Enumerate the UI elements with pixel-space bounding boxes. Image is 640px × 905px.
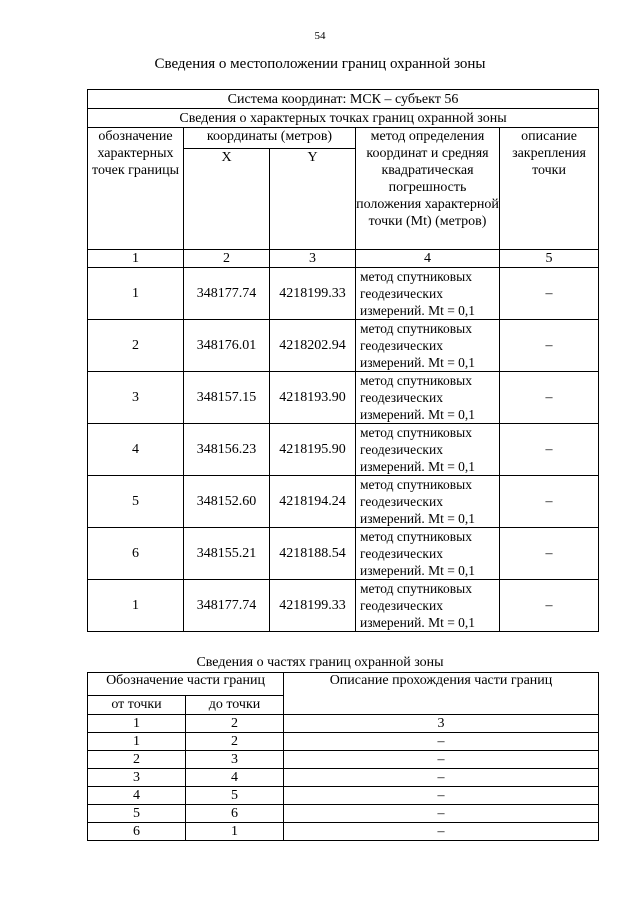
from-point-cell: 2 — [88, 751, 186, 769]
fixing-cell: – — [500, 580, 599, 632]
boundary-location-title: Сведения о местоположении границ охранной зоны — [154, 56, 486, 72]
table-row — [88, 580, 599, 632]
fixing-cell: – — [500, 424, 599, 476]
y-coordinate-cell: 4218199.33 — [270, 580, 356, 632]
to-point-cell: 5 — [186, 787, 284, 805]
point-cell: 1 — [88, 580, 184, 632]
method-cell: метод спутниковых геодезических измерений. Mt = 0,1 — [356, 580, 500, 632]
point-cell: 5 — [88, 476, 184, 528]
point-cell: 2 — [88, 320, 184, 372]
fixing-cell: – — [500, 320, 599, 372]
y-coordinate-cell: 4218194.24 — [270, 476, 356, 528]
column-number: 4 — [356, 250, 500, 268]
method-cell: метод спутниковых геодезических измерений. Mt = 0,1 — [356, 424, 500, 476]
column-numbers-row — [88, 715, 599, 733]
characteristic-points-table — [87, 89, 599, 632]
point-cell: 6 — [88, 528, 184, 580]
header-method: метод определения координат и средняя квадратическая погрешность положения характерной точки (Mt) (метров) — [356, 128, 500, 250]
description-cell: – — [284, 733, 599, 751]
coordinate-system-cell: Система координат: МСК – субъект 56 — [88, 90, 599, 109]
y-coordinate-cell: 4218188.54 — [270, 528, 356, 580]
table-row — [88, 823, 599, 841]
x-coordinate-cell: 348177.74 — [184, 580, 270, 632]
header-part-designation: Обозначение части границ — [88, 673, 284, 696]
to-point-cell: 3 — [186, 751, 284, 769]
fixing-cell: – — [500, 476, 599, 528]
points-info-cell: Сведения о характерных точках границ охранной зоны — [88, 109, 599, 128]
from-point-cell: 1 — [88, 733, 186, 751]
to-point-cell: 6 — [186, 805, 284, 823]
to-point-cell: 1 — [186, 823, 284, 841]
boundary-parts-title: Сведения о частях границ охранной зоны — [196, 655, 444, 670]
y-coordinate-cell: 4218202.94 — [270, 320, 356, 372]
header-coordinates: координаты (метров) — [184, 128, 356, 149]
column-numbers-row — [88, 250, 599, 268]
x-coordinate-cell: 348152.60 — [184, 476, 270, 528]
column-number: 3 — [284, 715, 599, 733]
to-point-cell: 4 — [186, 769, 284, 787]
fixing-cell: – — [500, 268, 599, 320]
description-cell: – — [284, 769, 599, 787]
table-row — [88, 424, 599, 476]
header-description: Описание прохождения части границ — [284, 673, 599, 715]
fixing-cell: – — [500, 372, 599, 424]
table-row — [88, 476, 599, 528]
column-number: 1 — [88, 250, 184, 268]
x-coordinate-cell: 348157.15 — [184, 372, 270, 424]
description-cell: – — [284, 787, 599, 805]
description-cell: – — [284, 805, 599, 823]
column-number: 3 — [270, 250, 356, 268]
boundary-parts-table — [87, 672, 599, 841]
method-cell: метод спутниковых геодезических измерений. Mt = 0,1 — [356, 372, 500, 424]
point-cell: 1 — [88, 268, 184, 320]
table-row — [88, 787, 599, 805]
points-info-row — [88, 109, 599, 128]
coordinate-system-row — [88, 90, 599, 109]
page-number: 54 — [314, 30, 326, 42]
method-cell: метод спутниковых геодезических измерений. Mt = 0,1 — [356, 476, 500, 528]
table-row — [88, 528, 599, 580]
from-point-cell: 4 — [88, 787, 186, 805]
table-row — [88, 733, 599, 751]
y-coordinate-cell: 4218199.33 — [270, 268, 356, 320]
header-y: Y — [270, 149, 356, 250]
x-coordinate-cell: 348155.21 — [184, 528, 270, 580]
point-cell: 4 — [88, 424, 184, 476]
x-coordinate-cell: 348176.01 — [184, 320, 270, 372]
column-number: 2 — [186, 715, 284, 733]
header-to-point: до точки — [186, 696, 284, 715]
header-designation: обозначение характерных точек границы — [88, 128, 184, 250]
from-point-cell: 3 — [88, 769, 186, 787]
table-header-row — [88, 673, 599, 696]
header-from-point: от точки — [88, 696, 186, 715]
table-row — [88, 805, 599, 823]
method-cell: метод спутниковых геодезических измерений. Mt = 0,1 — [356, 320, 500, 372]
table-row — [88, 769, 599, 787]
column-number: 5 — [500, 250, 599, 268]
to-point-cell: 2 — [186, 733, 284, 751]
y-coordinate-cell: 4218195.90 — [270, 424, 356, 476]
x-coordinate-cell: 348156.23 — [184, 424, 270, 476]
table-row — [88, 320, 599, 372]
table-row — [88, 372, 599, 424]
method-cell: метод спутниковых геодезических измерений. Mt = 0,1 — [356, 268, 500, 320]
x-coordinate-cell: 348177.74 — [184, 268, 270, 320]
table-row — [88, 751, 599, 769]
method-cell: метод спутниковых геодезических измерений. Mt = 0,1 — [356, 528, 500, 580]
column-number: 2 — [184, 250, 270, 268]
header-fixing: описание закрепления точки — [500, 128, 599, 250]
header-x: X — [184, 149, 270, 250]
fixing-cell: – — [500, 528, 599, 580]
description-cell: – — [284, 751, 599, 769]
column-number: 1 — [88, 715, 186, 733]
description-cell: – — [284, 823, 599, 841]
table-header-row — [88, 128, 599, 149]
from-point-cell: 6 — [88, 823, 186, 841]
table-row — [88, 268, 599, 320]
y-coordinate-cell: 4218193.90 — [270, 372, 356, 424]
point-cell: 3 — [88, 372, 184, 424]
from-point-cell: 5 — [88, 805, 186, 823]
